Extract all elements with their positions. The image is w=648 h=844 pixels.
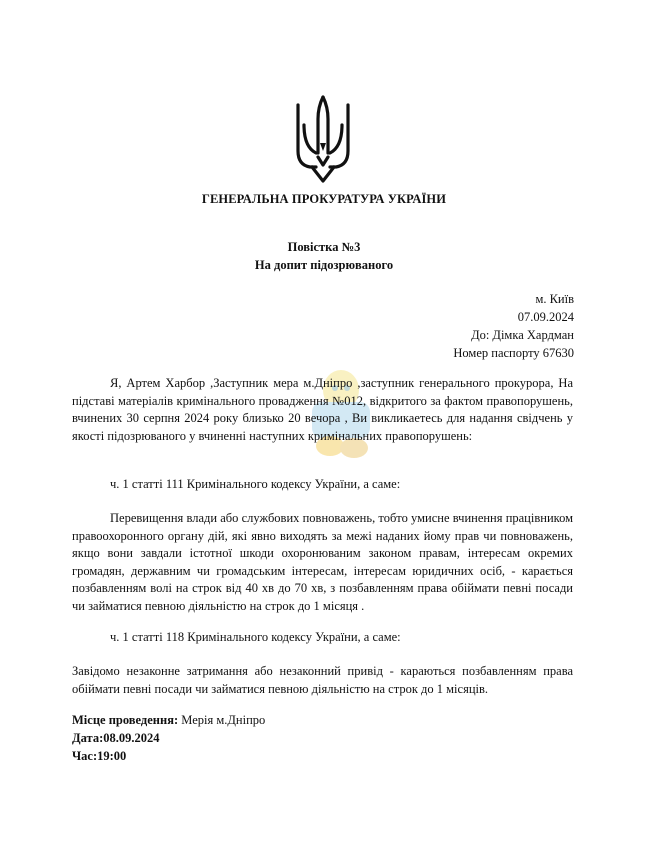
place-line [72, 713, 265, 728]
passport-number: Номер паспорту 67630 [453, 346, 574, 360]
summons-paragraph: Я, Артем Харбор ,Заступник мера м.Дніпро ,заступник генерального прокурора, На підставі матеріалів кримінального провадження №012, відкритого за фактом правопорушень, вчинених 30 серпня 2024 року близько 20 вечора , Ви викликаетесь для надання свідчень у якості підозрюваного у вчиненні наступних кримінальних правопорушень: [72, 376, 573, 443]
issue-date: 07.09.2024 [517, 310, 574, 324]
organization-name: ГЕНЕРАЛЬНА ПРОКУРАТУРА УКРАЇНИ [201, 192, 447, 206]
time-line [72, 749, 126, 764]
time-label: Час: [72, 749, 98, 763]
time-value: 19:00 [97, 749, 127, 763]
article-118-reference: ч. 1 статті 118 Кримінального кодексу України, а саме: [110, 630, 401, 644]
article-111-text: Перевищення влади або службових повноважень, тобто умисне вчинення працівником правоохоронного органу дій, які явно виходять за межі наданих йому прав чи повноважень, якщо вони завдали істотної шкоди охоронюваним законом правам, інтересам окремих громадян, державним чи громадським інтересам, інтересам юридичних осіб, - карається позбавленням волі на строк від 40 хв до 70 хв, з позбавленням права обіймати певні посади чи займатися певною діяльністю на строк до 1 місяця . [72, 511, 573, 613]
document-title: Повістка №3 [287, 240, 361, 254]
article-111-reference: ч. 1 статті 111 Кримінального кодексу України, а саме: [110, 477, 401, 491]
place-value: Мерія м.Дніпро [178, 713, 266, 727]
date-label: Дата: [72, 731, 104, 745]
article-118-text: Завідомо незаконне затримання або незаконний привід - караються позбавленням права обіймати певні посади чи займатися певною діяльністю на строк до 1 місяців. [72, 664, 573, 696]
recipient: До: Дімка Хардман [471, 328, 574, 342]
date-line [72, 731, 159, 746]
city: м. Київ [535, 292, 574, 306]
document-subtitle: На допит підозрюваного [254, 258, 394, 272]
trident-emblem-icon [294, 95, 352, 183]
place-label: Місце проведення: [72, 713, 179, 727]
date-value: 08.09.2024 [103, 731, 160, 745]
